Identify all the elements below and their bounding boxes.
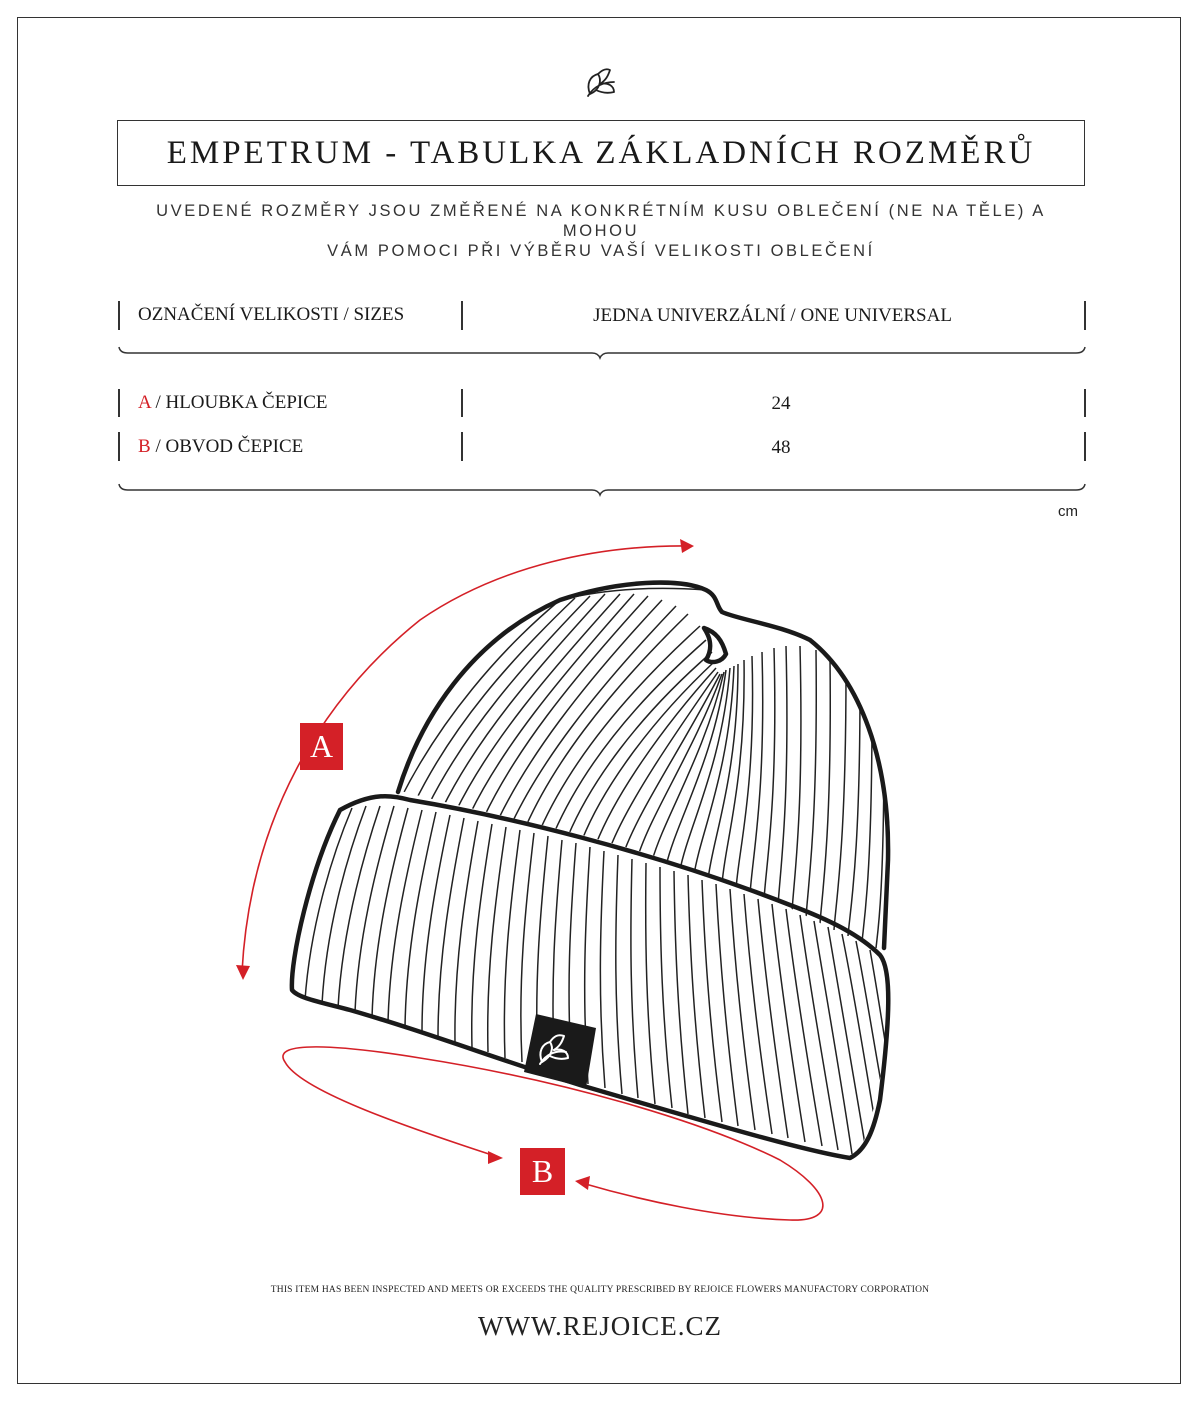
page-title: EMPETRUM - TABULKA ZÁKLADNÍCH ROZMĚRŮ xyxy=(166,134,1036,171)
measurement-badge-a: A xyxy=(300,723,343,770)
title-box xyxy=(117,120,1085,186)
unit-label: cm xyxy=(1058,503,1078,520)
table-divider xyxy=(118,432,120,461)
row-label: / HLOUBKA ČEPICE xyxy=(150,392,328,413)
table-row xyxy=(138,436,303,458)
table-header-label: OZNAČENÍ VELIKOSTI / SIZES xyxy=(138,304,405,325)
row-letter: A xyxy=(138,392,151,413)
subtitle-line-2: VÁM POMOCI PŘI VÝBĚRU VAŠÍ VELIKOSTI OBLEČENÍ xyxy=(327,242,875,260)
row-label: / OBVOD ČEPICE xyxy=(150,436,304,457)
tulip-flower-icon xyxy=(580,62,620,102)
row-value: 48 xyxy=(771,437,791,458)
table-divider xyxy=(118,389,120,417)
subtitle xyxy=(117,201,1085,261)
table-row xyxy=(138,392,328,414)
row-letter: B xyxy=(138,436,151,457)
quality-note: THIS ITEM HAS BEEN INSPECTED AND MEETS OR EXCEEDS THE QUALITY PRESCRIBED BY REJOICE FLOWERS MANUFACTORY CORPORATION xyxy=(270,1285,930,1295)
table-header-size: JEDNA UNIVERZÁLNÍ / ONE UNIVERSAL xyxy=(593,305,952,326)
table-divider xyxy=(1084,301,1086,330)
website-url: WWW.REJOICE.CZ xyxy=(478,1311,722,1341)
row-value: 24 xyxy=(771,393,791,414)
subtitle-line-1: UVEDENÉ ROZMĚRY JSOU ZMĚŘENÉ NA KONKRÉTNÍM KUSU OBLEČENÍ (NE NA TĚLE) A MOHOU xyxy=(156,202,1046,240)
measurement-badge-b: B xyxy=(520,1148,565,1195)
table-divider xyxy=(118,301,120,330)
